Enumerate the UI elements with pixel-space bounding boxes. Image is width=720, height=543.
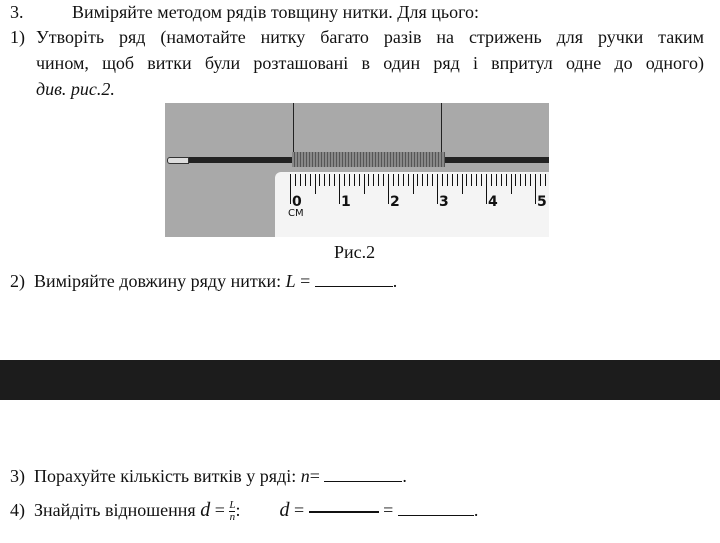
colon: :: [235, 500, 241, 520]
equals: =: [309, 466, 320, 486]
ruler-tick: [442, 174, 443, 186]
ruler-label: 1: [341, 194, 351, 210]
thread-end: [293, 103, 294, 155]
ruler-tick: [525, 174, 526, 186]
step1-number: 1): [10, 27, 25, 47]
ruler-tick: [466, 174, 467, 186]
ruler-tick: [364, 174, 365, 194]
ruler-tick: [476, 174, 477, 186]
step4-text: Знайдіть відношення: [34, 500, 196, 520]
ruler-tick: [501, 174, 502, 186]
equals: =: [294, 500, 305, 520]
ruler-tick: [378, 174, 379, 186]
answer-blank-d[interactable]: [398, 501, 474, 516]
var-d: d: [279, 499, 290, 521]
ruler-tick: [290, 174, 291, 204]
var-L: L: [285, 271, 296, 291]
step4: 4) Знайдіть відношення d = $\frac{L}{n}$ : d = = .: [10, 499, 479, 524]
figure-caption: Рис.2: [334, 242, 376, 262]
step2-text: Виміряйте довжину ряду нитки:: [34, 271, 282, 291]
ruler-tick: [471, 174, 472, 186]
ruler-tick: [530, 174, 531, 186]
ruler-tick: [310, 174, 311, 186]
ruler-label: 2: [390, 194, 400, 210]
ruler-tick: [349, 174, 350, 186]
step2-number: 2): [10, 271, 25, 291]
ruler-tick: [368, 174, 369, 186]
ruler-tick: [422, 174, 423, 186]
ruler-tick: [373, 174, 374, 186]
ruler-tick: [491, 174, 492, 186]
ruler-tick: [383, 174, 384, 186]
ruler-tick: [457, 174, 458, 186]
answer-blank-n[interactable]: [324, 467, 402, 482]
answer-blank-L[interactable]: [315, 272, 393, 287]
ruler-tick: [354, 174, 355, 186]
ruler-tick: [344, 174, 345, 186]
var-d: d: [200, 499, 211, 521]
equals: =: [383, 500, 394, 520]
ruler-unit: СМ: [288, 208, 304, 219]
equals: =: [214, 500, 225, 520]
ruler-tick: [496, 174, 497, 186]
task-number: 3.: [10, 2, 24, 22]
ruler-tick: [452, 174, 453, 186]
ruler-tick: [511, 174, 512, 194]
ruler-tick: [506, 174, 507, 186]
equals: =: [300, 271, 311, 291]
step1-line3: див. рис.2.: [36, 79, 115, 99]
step1-line2: чином, щоб витки були розташовані в один ряд і впритул одне до одного): [36, 53, 704, 73]
ruler-label: 5: [537, 194, 547, 210]
figure-pen-ruler-photo: [165, 103, 549, 237]
ruler-tick: [427, 174, 428, 186]
ruler-tick: [295, 174, 296, 186]
ruler-tick: [462, 174, 463, 194]
pen-tip: [167, 157, 189, 164]
ruler-tick: [388, 174, 389, 204]
ruler-label: 0: [292, 194, 302, 210]
step3-text: Порахуйте кількість витків у ряді:: [34, 466, 297, 486]
ruler-tick: [535, 174, 536, 204]
ruler-tick: [520, 174, 521, 186]
thread-coil: [292, 152, 445, 167]
ruler-tick: [417, 174, 418, 186]
ruler-tick: [545, 174, 546, 186]
ruler-tick: [432, 174, 433, 186]
thread-end: [441, 103, 442, 155]
ruler-tick: [315, 174, 316, 194]
step3: 3) Порахуйте кількість витків у ряді: n= .: [10, 466, 407, 486]
step4-number: 4): [10, 500, 25, 520]
ruler-tick: [305, 174, 306, 186]
ruler-tick: [413, 174, 414, 194]
fraction-L-over-n: $\frac{L}{n}$: [229, 499, 236, 524]
ruler-tick: [408, 174, 409, 186]
var-n: n: [300, 466, 310, 486]
ruler-tick: [540, 174, 541, 186]
ruler-tick: [515, 174, 516, 186]
fraction-blank[interactable]: [309, 511, 379, 513]
step1-line1: Утворіть ряд (намотайте нитку багато разів на стрижень для ручки таким: [36, 27, 704, 47]
step2: 2) Виміряйте довжину ряду нитки: L = .: [10, 271, 398, 291]
ruler-tick: [359, 174, 360, 186]
ruler-tick: [300, 174, 301, 186]
ruler-tick: [334, 174, 335, 186]
ruler-tick: [393, 174, 394, 186]
ruler-tick: [403, 174, 404, 186]
ruler-tick: [486, 174, 487, 204]
ruler-label: 3: [439, 194, 449, 210]
ruler-tick: [437, 174, 438, 204]
ruler-tick: [324, 174, 325, 186]
task-title: Виміряйте методом рядів товщину нитки. Для цього:: [72, 2, 480, 22]
ruler-tick: [329, 174, 330, 186]
step3-number: 3): [10, 466, 25, 486]
ruler-tick: [319, 174, 320, 186]
ruler-tick: [481, 174, 482, 186]
ruler-label: 4: [488, 194, 498, 210]
ruler-tick: [398, 174, 399, 186]
ruler: [275, 172, 549, 237]
ruler-tick: [447, 174, 448, 186]
black-bar: [0, 360, 720, 400]
ruler-tick: [339, 174, 340, 204]
